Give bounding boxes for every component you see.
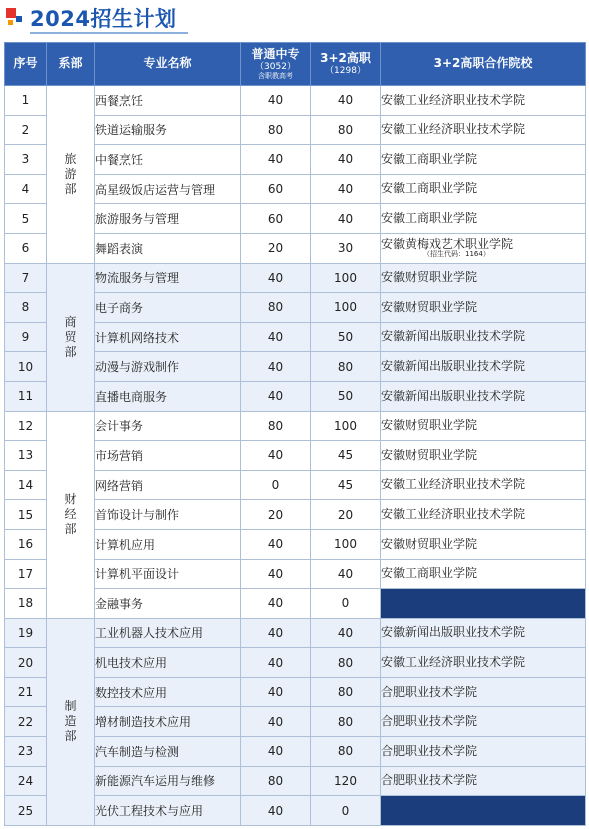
dept-label: 旅游部 — [64, 151, 77, 196]
major-name: 动漫与游戏制作 — [95, 352, 241, 382]
gaozhi-count: 45 — [311, 470, 381, 500]
major-name: 汽车制造与检测 — [95, 737, 241, 767]
zhongzhuan-count: 40 — [241, 381, 311, 411]
partner-school — [381, 618, 586, 648]
gaozhi-count: 80 — [311, 352, 381, 382]
partner-school-name: 安徽工商职业学院 — [381, 211, 478, 226]
major-name: 机电技术应用 — [95, 648, 241, 678]
zhongzhuan-count: 40 — [241, 559, 311, 589]
row-no: 20 — [5, 648, 47, 678]
zhongzhuan-count: 20 — [241, 233, 311, 263]
row-no: 11 — [5, 381, 47, 411]
header-zhongzhuan-note: 含职教高考 — [258, 72, 293, 81]
partner-school-name: 合肥职业技术学院 — [381, 684, 478, 699]
major-name: 物流服务与管理 — [95, 263, 241, 293]
dept-cell — [47, 263, 95, 411]
zhongzhuan-count: 60 — [241, 204, 311, 234]
partner-school — [381, 233, 586, 263]
partner-school-name: 安徽财贸职业学院 — [381, 270, 478, 285]
row-no: 7 — [5, 263, 47, 293]
table-row — [5, 411, 586, 441]
gaozhi-count: 50 — [311, 322, 381, 352]
row-no: 2 — [5, 115, 47, 145]
header-school: 3+2高职合作院校 — [381, 43, 586, 86]
zhongzhuan-count: 40 — [241, 145, 311, 175]
partner-school — [381, 441, 586, 471]
partner-school — [381, 322, 586, 352]
zhongzhuan-count: 40 — [241, 796, 311, 826]
row-no: 21 — [5, 677, 47, 707]
row-no: 16 — [5, 529, 47, 559]
row-no: 5 — [5, 204, 47, 234]
gaozhi-count: 40 — [311, 618, 381, 648]
dept-cell — [47, 411, 95, 618]
partner-school-name: 合肥职业技术学院 — [381, 743, 478, 758]
gaozhi-count: 0 — [311, 796, 381, 826]
partner-school-name: 安徽工商职业学院 — [381, 151, 478, 166]
brand-logo-icon — [6, 8, 24, 26]
partner-school-name: 安徽新闻出版职业技术学院 — [381, 359, 526, 374]
gaozhi-count: 80 — [311, 648, 381, 678]
zhongzhuan-count: 0 — [241, 470, 311, 500]
header-gaozhi-total: （1298） — [325, 65, 366, 76]
title-underline — [30, 32, 188, 34]
gaozhi-count: 80 — [311, 115, 381, 145]
row-no: 8 — [5, 293, 47, 323]
major-name: 数控技术应用 — [95, 677, 241, 707]
table-row — [5, 86, 586, 116]
partner-school — [381, 352, 586, 382]
table-row — [5, 263, 586, 293]
partner-school-name: 安徽工商职业学院 — [381, 181, 478, 196]
partner-school — [381, 500, 586, 530]
row-no: 18 — [5, 589, 47, 619]
zhongzhuan-count: 40 — [241, 441, 311, 471]
partner-school-name: 安徽工商职业学院 — [381, 566, 478, 581]
row-no: 14 — [5, 470, 47, 500]
partner-school — [381, 737, 586, 767]
partner-school — [381, 677, 586, 707]
row-no: 12 — [5, 411, 47, 441]
row-no: 10 — [5, 352, 47, 382]
partner-school-name: 安徽工业经济职业技术学院 — [381, 507, 526, 522]
row-no: 23 — [5, 737, 47, 767]
zhongzhuan-count: 80 — [241, 115, 311, 145]
partner-school-name: 合肥职业技术学院 — [381, 714, 478, 729]
zhongzhuan-count: 40 — [241, 648, 311, 678]
page-title: 2024招生计划 — [30, 7, 177, 31]
gaozhi-count: 80 — [311, 677, 381, 707]
major-name: 网络营销 — [95, 470, 241, 500]
row-no: 1 — [5, 86, 47, 116]
dept-label: 商贸部 — [64, 314, 77, 359]
partner-school-name: 安徽工业经济职业技术学院 — [381, 92, 526, 107]
major-name: 高星级饭店运营与管理 — [95, 174, 241, 204]
dept-cell — [47, 86, 95, 264]
zhongzhuan-count: 40 — [241, 677, 311, 707]
partner-school-name: 安徽新闻出版职业技术学院 — [381, 388, 526, 403]
header-gaozhi-label: 3+2高职 — [320, 50, 371, 65]
major-name: 电子商务 — [95, 293, 241, 323]
dept-label: 财经部 — [64, 492, 77, 537]
gaozhi-count: 50 — [311, 381, 381, 411]
gaozhi-count: 80 — [311, 707, 381, 737]
gaozhi-count: 20 — [311, 500, 381, 530]
major-name: 计算机网络技术 — [95, 322, 241, 352]
zhongzhuan-count: 40 — [241, 322, 311, 352]
header-major: 专业名称 — [95, 43, 241, 86]
zhongzhuan-count: 40 — [241, 352, 311, 382]
header-zhongzhuan-total: （3052） — [255, 61, 296, 72]
zhongzhuan-count: 40 — [241, 263, 311, 293]
partner-school — [381, 174, 586, 204]
partner-school-name: 安徽财贸职业学院 — [381, 536, 478, 551]
partner-school-name: 安徽工业经济职业技术学院 — [381, 654, 526, 669]
partner-school-empty — [381, 589, 586, 619]
major-name: 首饰设计与制作 — [95, 500, 241, 530]
gaozhi-count: 100 — [311, 263, 381, 293]
header-zhongzhuan-label: 普通中专 — [251, 46, 300, 61]
partner-school — [381, 204, 586, 234]
gaozhi-count: 40 — [311, 145, 381, 175]
partner-school — [381, 86, 586, 116]
major-name: 金融事务 — [95, 589, 241, 619]
major-name: 计算机平面设计 — [95, 559, 241, 589]
partner-school — [381, 115, 586, 145]
row-no: 19 — [5, 618, 47, 648]
major-name: 计算机应用 — [95, 529, 241, 559]
row-no: 24 — [5, 766, 47, 796]
major-name: 西餐烹饪 — [95, 86, 241, 116]
major-name: 舞蹈表演 — [95, 233, 241, 263]
zhongzhuan-count: 40 — [241, 529, 311, 559]
row-no: 15 — [5, 500, 47, 530]
partner-school — [381, 263, 586, 293]
row-no: 9 — [5, 322, 47, 352]
enrollment-code: （招生代码：1164） — [423, 250, 490, 259]
gaozhi-count: 80 — [311, 737, 381, 767]
zhongzhuan-count: 40 — [241, 707, 311, 737]
dept-label: 制造部 — [64, 699, 77, 744]
dept-cell — [47, 618, 95, 825]
gaozhi-count: 100 — [311, 529, 381, 559]
row-no: 6 — [5, 233, 47, 263]
partner-school — [381, 648, 586, 678]
header-dept: 系部 — [47, 43, 95, 86]
row-no: 13 — [5, 441, 47, 471]
zhongzhuan-count: 20 — [241, 500, 311, 530]
gaozhi-count: 100 — [311, 293, 381, 323]
major-name: 工业机器人技术应用 — [95, 618, 241, 648]
partner-school — [381, 707, 586, 737]
partner-school — [381, 145, 586, 175]
row-no: 17 — [5, 559, 47, 589]
partner-school-name: 安徽新闻出版职业技术学院 — [381, 625, 526, 640]
partner-school — [381, 470, 586, 500]
zhongzhuan-count: 80 — [241, 411, 311, 441]
major-name: 光伏工程技术与应用 — [95, 796, 241, 826]
gaozhi-count: 40 — [311, 204, 381, 234]
gaozhi-count: 30 — [311, 233, 381, 263]
partner-school — [381, 529, 586, 559]
header-gaozhi — [311, 43, 381, 86]
partner-school — [381, 381, 586, 411]
major-name: 铁道运输服务 — [95, 115, 241, 145]
major-name: 新能源汽车运用与维修 — [95, 766, 241, 796]
table-body — [5, 86, 586, 826]
gaozhi-count: 40 — [311, 174, 381, 204]
major-name: 会计事务 — [95, 411, 241, 441]
partner-school-name: 安徽黄梅戏艺术职业学院 — [381, 236, 514, 251]
gaozhi-count: 120 — [311, 766, 381, 796]
partner-school-name: 安徽财贸职业学院 — [381, 418, 478, 433]
major-name: 中餐烹饪 — [95, 145, 241, 175]
row-no: 25 — [5, 796, 47, 826]
header-zhongzhuan — [241, 43, 311, 86]
gaozhi-count: 100 — [311, 411, 381, 441]
enrollment-plan-table — [4, 42, 586, 826]
zhongzhuan-count: 80 — [241, 293, 311, 323]
gaozhi-count: 40 — [311, 86, 381, 116]
partner-school-name: 安徽财贸职业学院 — [381, 447, 478, 462]
row-no: 3 — [5, 145, 47, 175]
gaozhi-count: 45 — [311, 441, 381, 471]
partner-school-empty — [381, 796, 586, 826]
table-header-row — [5, 43, 586, 86]
row-no: 4 — [5, 174, 47, 204]
partner-school — [381, 559, 586, 589]
major-name: 直播电商服务 — [95, 381, 241, 411]
zhongzhuan-count: 60 — [241, 174, 311, 204]
major-name: 市场营销 — [95, 441, 241, 471]
zhongzhuan-count: 40 — [241, 589, 311, 619]
partner-school — [381, 293, 586, 323]
major-name: 增材制造技术应用 — [95, 707, 241, 737]
partner-school — [381, 766, 586, 796]
row-no: 22 — [5, 707, 47, 737]
partner-school-name: 安徽工业经济职业技术学院 — [381, 477, 526, 492]
partner-school-name: 安徽财贸职业学院 — [381, 299, 478, 314]
partner-school-name: 合肥职业技术学院 — [381, 773, 478, 788]
gaozhi-count: 40 — [311, 559, 381, 589]
zhongzhuan-count: 80 — [241, 766, 311, 796]
table-row — [5, 618, 586, 648]
zhongzhuan-count: 40 — [241, 618, 311, 648]
partner-school — [381, 411, 586, 441]
zhongzhuan-count: 40 — [241, 737, 311, 767]
gaozhi-count: 0 — [311, 589, 381, 619]
zhongzhuan-count: 40 — [241, 86, 311, 116]
page-header — [0, 0, 589, 38]
header-no: 序号 — [5, 43, 47, 86]
partner-school-name: 安徽工业经济职业技术学院 — [381, 122, 526, 137]
major-name: 旅游服务与管理 — [95, 204, 241, 234]
partner-school-name: 安徽新闻出版职业技术学院 — [381, 329, 526, 344]
